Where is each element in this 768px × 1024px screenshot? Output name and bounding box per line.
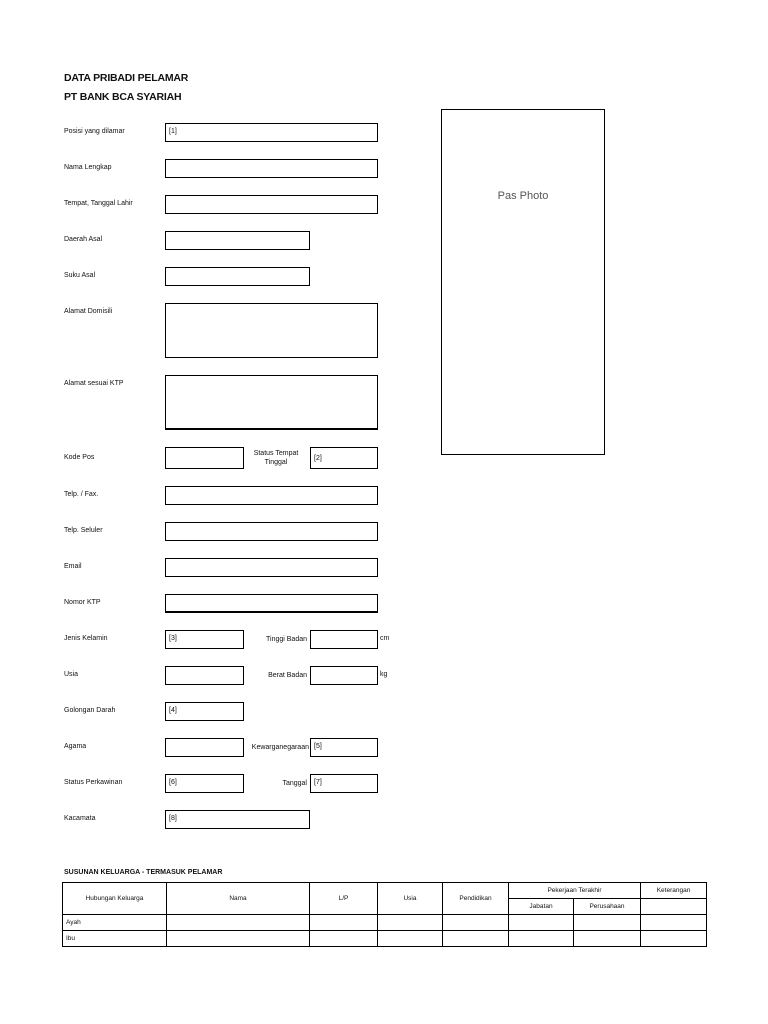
row-hubungan: Ayah bbox=[63, 915, 167, 931]
header-pekerjaan: Pekerjaan Terakhir bbox=[509, 883, 641, 899]
family-section-title: SUSUNAN KELUARGA - TERMASUK PELAMAR bbox=[64, 869, 223, 876]
cell-jabatan[interactable] bbox=[509, 931, 574, 947]
darah-field[interactable]: [4] bbox=[165, 702, 244, 721]
label-berat: Berat Badan bbox=[268, 672, 307, 679]
label-kelamin: Jenis Kelamin bbox=[64, 635, 108, 642]
usia-field[interactable] bbox=[165, 666, 244, 685]
header-keterangan: Keterangan bbox=[641, 883, 707, 899]
label-status-tinggal: Status Tempat Tinggal bbox=[253, 450, 299, 466]
row-hubungan: Ibu bbox=[63, 931, 167, 947]
header-lp: L/P bbox=[310, 883, 378, 915]
cell-keterangan[interactable] bbox=[641, 931, 707, 947]
email-field[interactable] bbox=[165, 558, 378, 577]
table-row bbox=[63, 915, 707, 931]
cell-perusahaan[interactable] bbox=[574, 915, 641, 931]
photo-label: Pas Photo bbox=[497, 190, 549, 202]
alamat-ktp-field[interactable] bbox=[165, 375, 378, 430]
label-kewarganegaraan: Kewarganegaraan bbox=[251, 744, 309, 751]
label-usia: Usia bbox=[64, 671, 79, 678]
ttl-field[interactable] bbox=[165, 195, 378, 214]
cell-nama[interactable] bbox=[167, 915, 310, 931]
kodepos-field[interactable] bbox=[165, 447, 244, 469]
cell-keterangan[interactable] bbox=[641, 915, 707, 931]
cell-usia[interactable] bbox=[378, 931, 443, 947]
form-title: DATA PRIBADI PELAMAR bbox=[64, 72, 189, 84]
agama-field[interactable] bbox=[165, 738, 244, 757]
suku-field[interactable] bbox=[165, 267, 310, 286]
label-tinggi: Tinggi Badan bbox=[266, 636, 307, 643]
tanggal-field[interactable]: [7] bbox=[310, 774, 378, 793]
label-email: Email bbox=[64, 563, 82, 570]
cell-pendidikan[interactable] bbox=[443, 931, 509, 947]
label-kacamata: Kacamata bbox=[64, 815, 96, 822]
seluler-field[interactable] bbox=[165, 522, 378, 541]
daerah-field[interactable] bbox=[165, 231, 310, 250]
label-tanggal: Tanggal bbox=[282, 780, 307, 787]
label-perkawinan: Status Perkawinan bbox=[64, 779, 123, 786]
company-name: PT BANK BCA SYARIAH bbox=[64, 91, 182, 103]
label-posisi: Posisi yang dilamar bbox=[64, 128, 125, 135]
tinggi-field[interactable] bbox=[310, 630, 378, 649]
photo-box bbox=[441, 109, 605, 455]
perkawinan-field[interactable]: [6] bbox=[165, 774, 244, 793]
posisi-field[interactable]: [1] bbox=[165, 123, 378, 142]
telp-field[interactable] bbox=[165, 486, 378, 505]
cell-nama[interactable] bbox=[167, 931, 310, 947]
cell-pendidikan[interactable] bbox=[443, 915, 509, 931]
label-suku: Suku Asal bbox=[64, 272, 96, 279]
label-daerah: Daerah Asal bbox=[64, 236, 103, 243]
cell-perusahaan[interactable] bbox=[574, 931, 641, 947]
header-nama: Nama bbox=[167, 883, 310, 915]
berat-unit: kg bbox=[380, 671, 388, 678]
nomor-ktp-field[interactable] bbox=[165, 594, 378, 613]
cell-usia[interactable] bbox=[378, 915, 443, 931]
header-jabatan: Jabatan bbox=[509, 899, 574, 915]
header-hubungan: Hubungan Keluarga bbox=[63, 883, 167, 915]
header-keterangan-blank bbox=[641, 899, 707, 915]
label-nama: Nama Lengkap bbox=[64, 164, 112, 171]
header-perusahaan: Perusahaan bbox=[574, 899, 641, 915]
domisili-field[interactable] bbox=[165, 303, 378, 358]
header-usia: Usia bbox=[378, 883, 443, 915]
label-seluler: Telp. Seluler bbox=[64, 527, 103, 534]
label-nomor-ktp: Nomor KTP bbox=[64, 599, 101, 606]
label-kodepos: Kode Pos bbox=[64, 454, 95, 461]
label-alamat-ktp: Alamat sesuai KTP bbox=[64, 380, 124, 387]
label-telp: Telp. / Fax. bbox=[64, 491, 99, 498]
label-ttl: Tempat, Tanggal Lahir bbox=[64, 200, 133, 207]
table-row bbox=[63, 931, 707, 947]
family-table bbox=[62, 882, 707, 947]
label-darah: Golongan Darah bbox=[64, 707, 116, 714]
cell-lp[interactable] bbox=[310, 931, 378, 947]
kacamata-field[interactable]: [8] bbox=[165, 810, 310, 829]
tinggi-unit: cm bbox=[380, 635, 390, 642]
label-domisili: Alamat Domisili bbox=[64, 308, 113, 315]
nama-field[interactable] bbox=[165, 159, 378, 178]
cell-jabatan[interactable] bbox=[509, 915, 574, 931]
label-agama: Agama bbox=[64, 743, 87, 750]
kewarganegaraan-field[interactable]: [5] bbox=[310, 738, 378, 757]
cell-lp[interactable] bbox=[310, 915, 378, 931]
berat-field[interactable] bbox=[310, 666, 378, 685]
kelamin-field[interactable]: [3] bbox=[165, 630, 244, 649]
status-tinggal-field[interactable]: [2] bbox=[310, 447, 378, 469]
header-pendidikan: Pendidikan bbox=[443, 883, 509, 915]
